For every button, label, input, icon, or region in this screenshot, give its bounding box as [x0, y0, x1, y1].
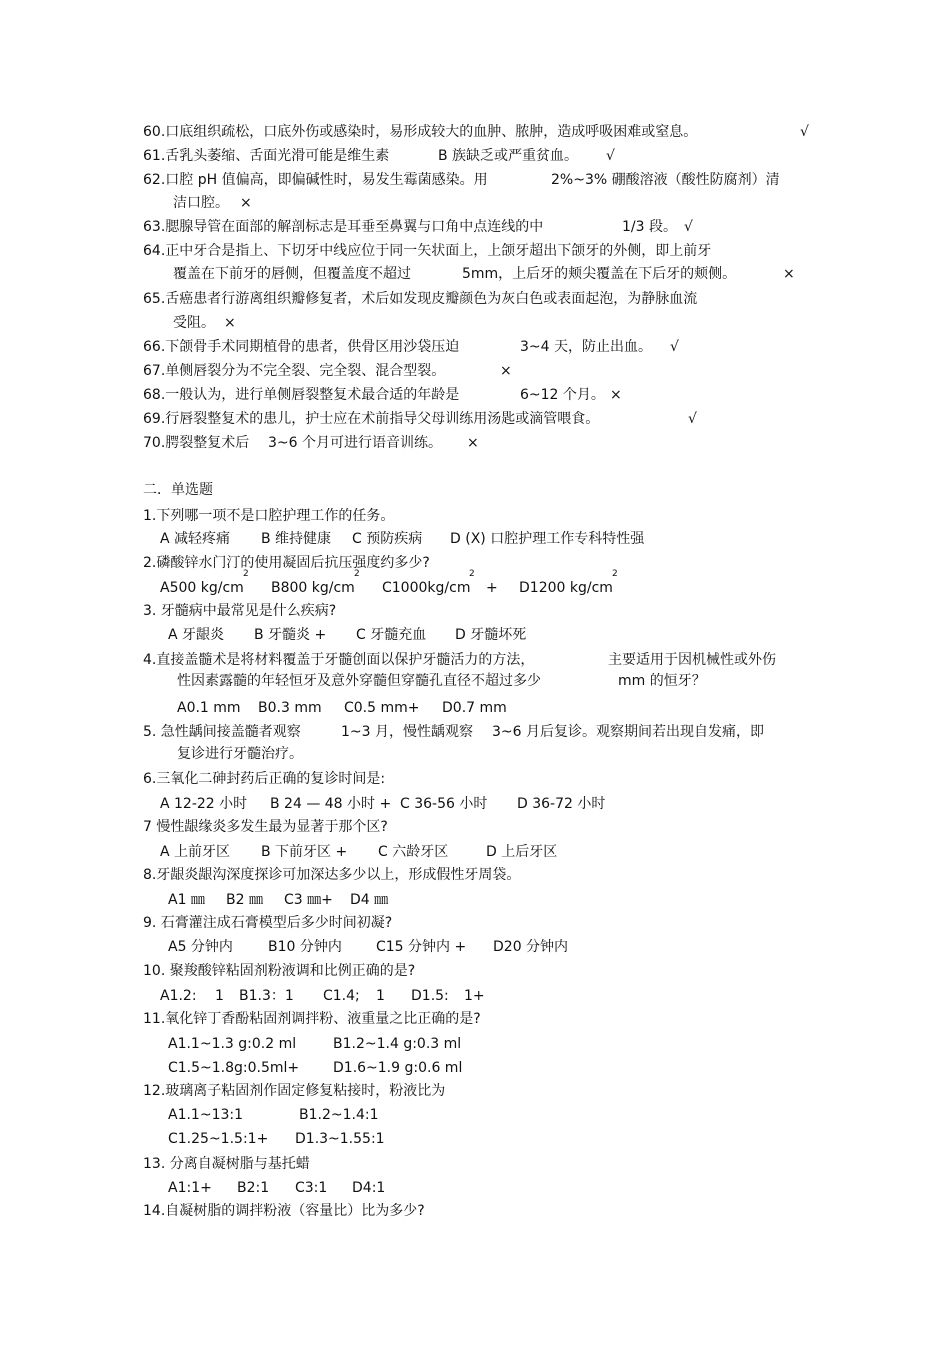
tf-q62-text-a: 62.口腔 pH 值偏高，即偏碱性时，易发生霉菌感染。用: [143, 172, 488, 188]
mc-q5-text-d: 复诊进行牙髓治疗。: [177, 746, 303, 762]
mc-q8-option-a: A1 ㎜: [168, 892, 205, 908]
mc-q1-option-c: C 预防疾病: [352, 531, 423, 547]
mc-q3-option-c: C 牙髓充血: [356, 627, 427, 643]
mc-q10-option-a: A1.2:: [160, 988, 197, 1004]
mc-q11-option-b: B1.2~1.4 g:0.3 ml: [333, 1036, 462, 1052]
mc-q11-option-a: A1.1~1.3 g:0.2 ml: [168, 1036, 297, 1052]
mc-q2-superscript-b: 2: [354, 569, 360, 579]
mc-q10-option-c-ratio: 1: [376, 988, 385, 1004]
mc-q1-stem: 1.下列哪一项不是口腔护理工作的任务。: [143, 508, 395, 524]
tf-q64-mark: ×: [783, 266, 795, 282]
tf-q61-text-a: 61.舌乳头萎缩、舌面光滑可能是维生素: [143, 148, 390, 164]
tf-q61-mark: √: [606, 148, 615, 164]
tf-q62-text-c: 洁口腔。: [173, 195, 229, 211]
mc-q10-option-d: D1.5:: [411, 988, 449, 1004]
tf-q69-text: 69.行唇裂整复术的患儿，护士应在术前指导父母训练用汤匙或滴管喂食。: [143, 411, 600, 427]
mc-q3-option-b: B 牙髓炎 +: [254, 627, 327, 643]
tf-q63-mark: √: [684, 219, 693, 235]
tf-q64-text-c: 5mm，上后牙的颊尖覆盖在下后牙的颊侧。: [462, 266, 737, 282]
mc-q4-option-a: A0.1 mm: [177, 700, 241, 716]
mc-q10-stem: 10. 聚羧酸锌粘固剂粉液调和比例正确的是?: [143, 963, 416, 979]
mc-q1-option-a: A 减轻疼痛: [160, 531, 231, 547]
mc-q4-option-b: B0.3 mm: [258, 700, 322, 716]
tf-q70-text-a: 70.腭裂整复术后: [143, 435, 250, 451]
mc-q5-text-c: 3~6 月后复诊。观察期间若出现自发痛，即: [492, 724, 764, 740]
mc-q11-option-c: C1.5~1.8g:0.5ml+: [168, 1060, 300, 1076]
mc-q12-option-c: C1.25~1.5:1+: [168, 1131, 269, 1147]
mc-q2-answer-mark: +: [486, 580, 498, 596]
mc-q12-option-b: B1.2~1.4:1: [299, 1107, 379, 1123]
mc-q2-superscript-d: 2: [612, 569, 618, 579]
mc-q9-option-b: B10 分钟内: [268, 939, 342, 955]
mc-q14-stem: 14.自凝树脂的调拌粉液（容量比）比为多少?: [143, 1203, 425, 1219]
tf-q66-text-a: 66.下颌骨手术同期植骨的患者，供骨区用沙袋压迫: [143, 339, 460, 355]
mc-q9-option-d: D20 分钟内: [493, 939, 569, 955]
mc-q2-option-b: B800 kg/cm: [271, 580, 355, 596]
tf-q64-text-b: 覆盖在下前牙的唇侧，但覆盖度不超过: [173, 266, 411, 282]
mc-q10-option-d-ratio: 1+: [464, 988, 485, 1004]
mc-q8-stem: 8.牙龈炎龈沟深度探诊可加深达多少以上，形成假性牙周袋。: [143, 867, 521, 883]
mc-q4-stem-d: mm 的恒牙？: [618, 673, 706, 689]
tf-q64-text-a: 64.正中牙合是指上、下切牙中线应位于同一矢状面上，上颌牙超出下颌牙的外侧，即上前牙: [143, 243, 712, 259]
mc-q2-superscript-a: 2: [243, 569, 249, 579]
mc-q4-stem-a: 4.直接盖髓术是将材料覆盖于牙髓创面以保护牙髓活力的方法，: [143, 652, 535, 668]
tf-q62-mark: ×: [240, 195, 252, 211]
mc-q12-option-d: D1.3~1.55:1: [295, 1131, 385, 1147]
tf-q68-mark: ×: [610, 387, 622, 403]
tf-q61-text-b: B 族缺乏或严重贫血。: [438, 148, 579, 164]
mc-q1-option-b: B 维持健康: [261, 531, 332, 547]
mc-q1-option-d: D (X) 口腔护理工作专科特性强: [450, 531, 645, 547]
tf-q65-text-b: 受阻。: [173, 315, 215, 331]
mc-q10-option-a-ratio: 1: [215, 988, 224, 1004]
mc-q7-option-c: C 六龄牙区: [378, 844, 449, 860]
section-title: 二．单选题: [143, 482, 213, 498]
tf-q67-mark: ×: [500, 363, 512, 379]
mc-q13-option-a: A1:1+: [168, 1180, 212, 1196]
mc-q12-option-a: A1.1~13:1: [168, 1107, 244, 1123]
mc-q4-option-c: C0.5 mm+: [344, 700, 420, 716]
tf-q65-text-a: 65.舌癌患者行游离组织瓣修复者，术后如发现皮瓣颜色为灰白色或表面起泡，为静脉血流: [143, 291, 698, 307]
mc-q10-option-c: C1.4;: [323, 988, 360, 1004]
tf-q68-text-b: 6~12 个月。: [520, 387, 605, 403]
mc-q5-text-b: 1~3 月，慢性龋观察: [341, 724, 473, 740]
mc-q13-stem: 13. 分离自凝树脂与基托蜡: [143, 1156, 310, 1172]
mc-q11-option-d: D1.6~1.9 g:0.6 ml: [333, 1060, 463, 1076]
mc-q13-option-c: C3:1: [295, 1180, 328, 1196]
mc-q2-option-d: D1200 kg/cm: [519, 580, 613, 596]
mc-q13-option-b: B2:1: [237, 1180, 270, 1196]
tf-q70-text-b: 3~6 个月可进行语音训练。: [268, 435, 442, 451]
tf-q66-text-b: 3~4 天，防止出血。: [520, 339, 652, 355]
tf-q67-text: 67.单侧唇裂分为不完全裂、完全裂、混合型裂。: [143, 363, 446, 379]
mc-q9-option-c: C15 分钟内 +: [376, 939, 467, 955]
mc-q8-option-b: B2 ㎜: [226, 892, 263, 908]
mc-q6-option-a: A 12-22 小时: [160, 796, 248, 812]
tf-q69-mark: √: [688, 411, 697, 427]
mc-q7-option-a: A 上前牙区: [160, 844, 231, 860]
mc-q4-option-d: D0.7 mm: [442, 700, 507, 716]
mc-q2-superscript-c: 2: [469, 569, 475, 579]
mc-q6-option-b: B 24 — 48 小时 +: [270, 796, 392, 812]
mc-q10-option-b: B1.3：1: [239, 988, 294, 1004]
tf-q63-text-b: 1/3 段。: [622, 219, 677, 235]
tf-q68-text-a: 68.一般认为，进行单侧唇裂整复术最合适的年龄是: [143, 387, 460, 403]
mc-q6-option-d: D 36-72 小时: [517, 796, 606, 812]
mc-q9-stem: 9. 石膏灌注成石膏模型后多少时间初凝?: [143, 915, 393, 931]
mc-q8-option-c: C3 ㎜+: [284, 892, 333, 908]
mc-q3-option-d: D 牙髓坏死: [455, 627, 527, 643]
mc-q8-option-d: D4 ㎜: [350, 892, 389, 908]
tf-q70-mark: ×: [467, 435, 479, 451]
mc-q7-option-d: D 上后牙区: [486, 844, 558, 860]
mc-q2-stem: 2.磷酸锌水门汀的使用凝固后抗压强度约多少?: [143, 555, 430, 571]
mc-q3-stem: 3. 牙髓病中最常见是什么疾病?: [143, 603, 337, 619]
tf-q66-mark: √: [670, 339, 679, 355]
mc-q2-option-c: C1000kg/cm: [382, 580, 471, 596]
tf-q60-text: 60.口底组织疏松，口底外伤或感染时，易形成较大的血肿、脓肿，造成呼吸困难或窒息。: [143, 124, 698, 140]
mc-q3-option-a: A 牙龈炎: [168, 627, 225, 643]
mc-q6-option-c: C 36-56 小时: [400, 796, 488, 812]
mc-q4-stem-b: 主要适用于因机械性或外伤: [608, 652, 776, 668]
mc-q7-stem: 7 慢性龈缘炎多发生最为显著于那个区?: [143, 819, 388, 835]
mc-q5-text-a: 5. 急性龋间接盖髓者观察: [143, 724, 301, 740]
mc-q2-option-a: A500 kg/cm: [160, 580, 244, 596]
tf-q60-mark: √: [800, 124, 809, 140]
mc-q4-stem-c: 性因素露髓的年轻恒牙及意外穿髓但穿髓孔直径不超过多少: [177, 673, 541, 689]
mc-q9-option-a: A5 分钟内: [168, 939, 233, 955]
tf-q63-text-a: 63.腮腺导管在面部的解剖标志是耳垂至鼻翼与口角中点连线的中: [143, 219, 544, 235]
mc-q13-option-d: D4:1: [352, 1180, 386, 1196]
mc-q7-option-b: B 下前牙区 +: [261, 844, 348, 860]
mc-q12-stem: 12.玻璃离子粘固剂作固定修复粘接时，粉液比为: [143, 1083, 446, 1099]
mc-q11-stem: 11.氧化锌丁香酚粘固剂调拌粉、液重量之比正确的是?: [143, 1011, 481, 1027]
tf-q62-text-b: 2%~3% 硼酸溶液（酸性防腐剂）清: [551, 172, 780, 188]
mc-q6-stem: 6.三氧化二砷封药后正确的复诊时间是:: [143, 771, 386, 787]
tf-q65-mark: ×: [224, 315, 236, 331]
